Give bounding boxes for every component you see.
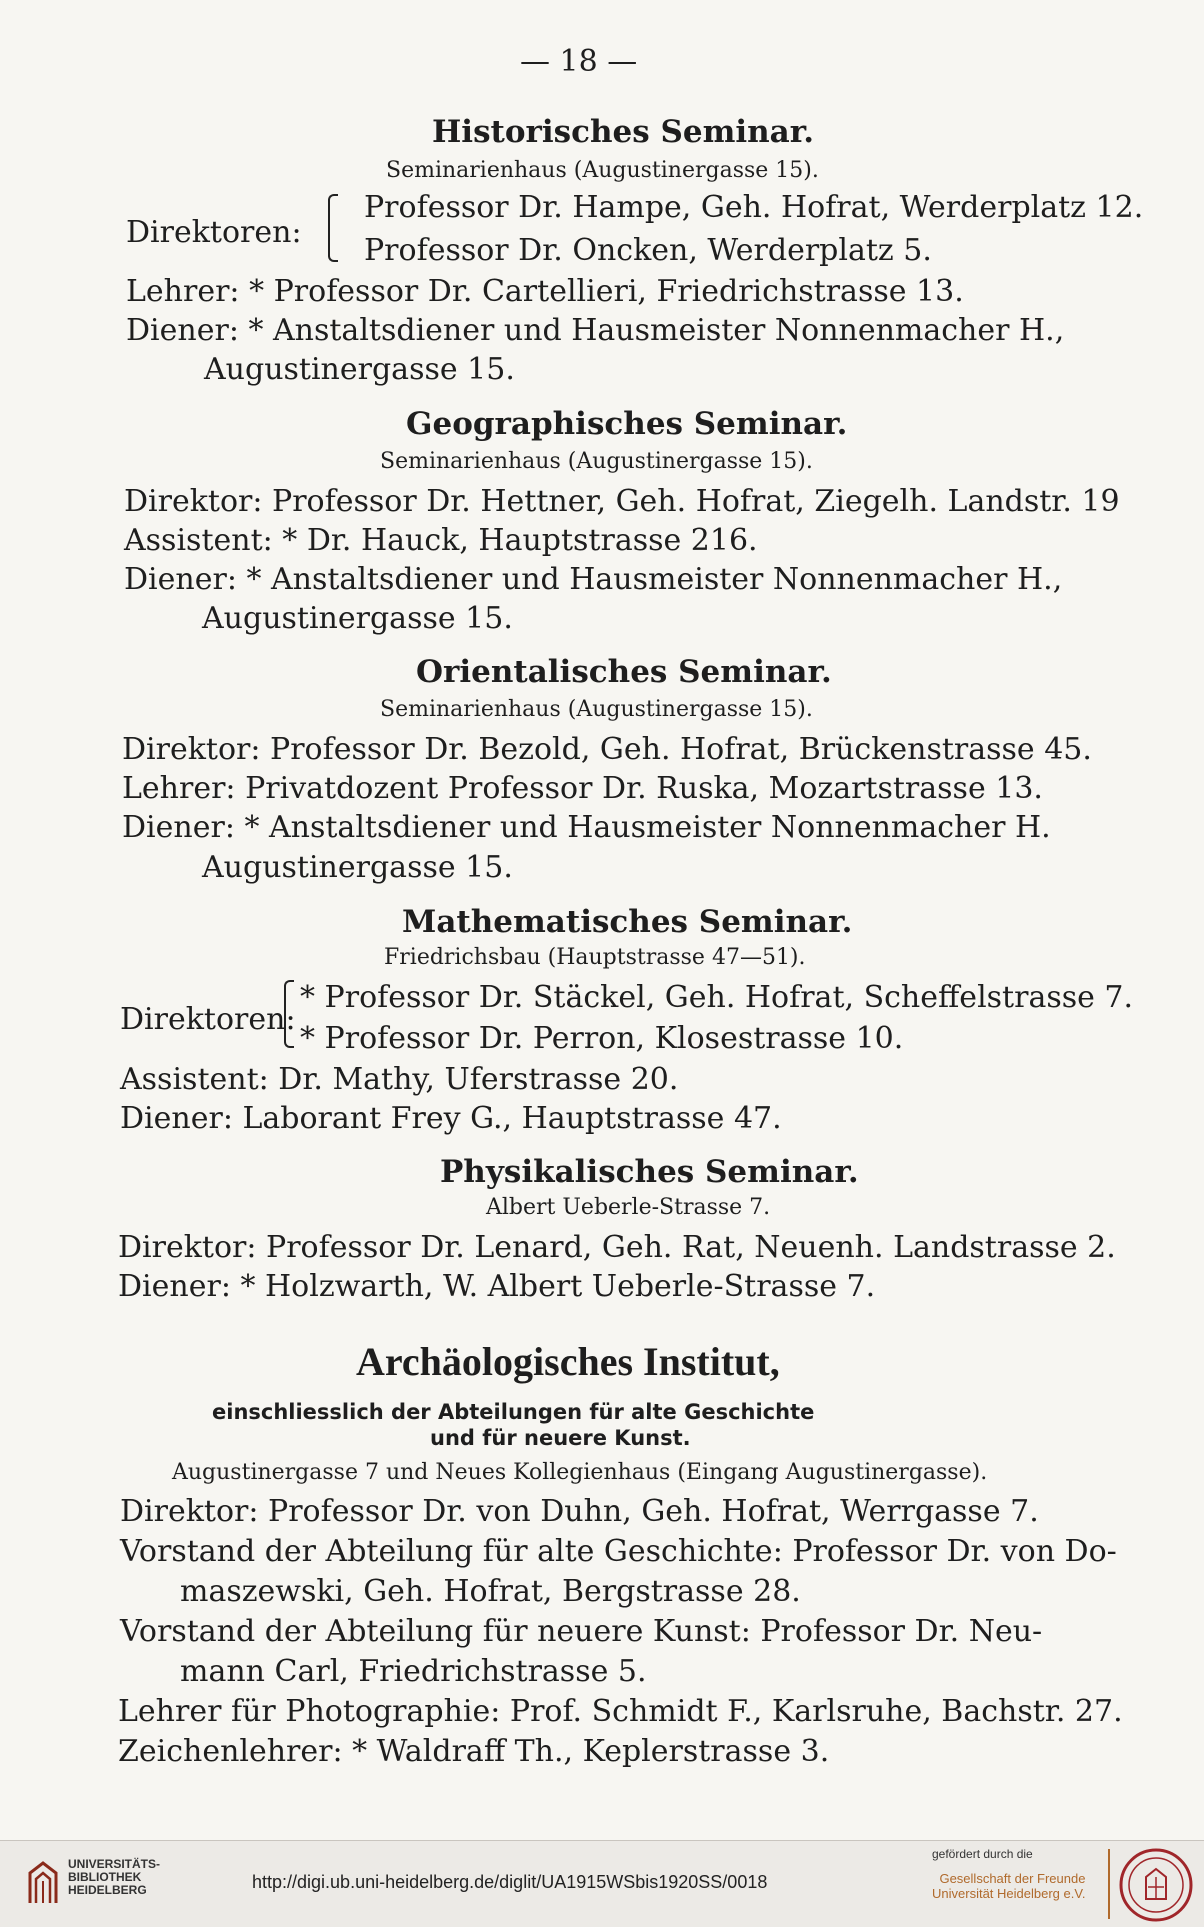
section-address: Seminarienhaus (Augustinergasse 15). [380, 697, 813, 722]
servant-entry-cont: Augustinergasse 15. [202, 850, 513, 885]
university-seal-icon [1118, 1847, 1194, 1923]
directors-brace [328, 194, 338, 262]
servant-entry: Diener: Laborant Frey G., Hauptstrasse 47. [120, 1101, 782, 1136]
director-entry: Direktor: Professor Dr. Bezold, Geh. Hofrat, Brückenstrasse 45. [122, 732, 1092, 767]
library-name-line: UNIVERSITÄTS- [68, 1857, 161, 1871]
section-address: Seminarienhaus (Augustinergasse 15). [386, 158, 819, 183]
servant-entry: Diener: * Anstaltsdiener und Hausmeister Nonnenmacher H., [126, 313, 1065, 348]
library-name-line: HEIDELBERG [68, 1883, 147, 1897]
director-entry: Direktor: Professor Dr. von Duhn, Geh. Hofrat, Werrgasse 7. [120, 1494, 1039, 1529]
section-subtitle: einschliesslich der Abteilungen für alte Geschichte [212, 1400, 815, 1424]
sponsor-society [932, 1871, 1085, 1901]
servant-entry: Diener: * Anstaltsdiener und Hausmeister Nonnenmacher H. [122, 810, 1051, 845]
section-title-archaeologisches: Archäologisches Institut, [356, 1339, 780, 1384]
library-logo-icon [26, 1861, 60, 1905]
teacher-entry: Lehrer: Privatdozent Professor Dr. Ruska, Mozartstrasse 13. [122, 771, 1043, 806]
section-subtitle: und für neuere Kunst. [430, 1426, 691, 1450]
servant-entry: Diener: * Holzwarth, W. Albert Ueberle-Strasse 7. [118, 1269, 876, 1304]
head-entry-cont: maszewski, Geh. Hofrat, Bergstrasse 28. [180, 1574, 801, 1609]
director-entry: * Professor Dr. Perron, Klosestrasse 10. [300, 1021, 904, 1056]
section-title-physikalisches: Physikalisches Seminar. [440, 1154, 859, 1190]
page-number: — 18 — [520, 44, 638, 79]
directors-brace [284, 980, 294, 1048]
assistant-entry: Assistent: Dr. Mathy, Uferstrasse 20. [120, 1062, 679, 1097]
head-entry: Vorstand der Abteilung für neuere Kunst: Professor Dr. Neu- [120, 1614, 1043, 1649]
teacher-entry: Lehrer: * Professor Dr. Cartellieri, Friedrichstrasse 13. [126, 274, 964, 309]
director-entry: Professor Dr. Oncken, Werderplatz 5. [364, 233, 932, 268]
directors-label: Direktoren: [120, 1002, 296, 1037]
servant-entry: Diener: * Anstaltsdiener und Hausmeister Nonnenmacher H., [124, 562, 1063, 597]
section-title-orientalisches: Orientalisches Seminar. [416, 654, 832, 690]
library-name-line: BIBLIOTHEK [68, 1870, 142, 1884]
permalink-url[interactable]: http://digi.ub.uni-heidelberg.de/diglit/UA1915WSbis1920SS/0018 [252, 1872, 768, 1892]
drawing-teacher-entry: Zeichenlehrer: * Waldraff Th., Keplerstrasse 3. [118, 1734, 830, 1769]
footer-divider [1108, 1849, 1110, 1919]
section-address: Friedrichsbau (Hauptstrasse 47—51). [384, 945, 806, 970]
director-entry: Direktor: Professor Dr. Lenard, Geh. Rat, Neuenh. Landstrasse 2. [118, 1230, 1116, 1265]
section-address: Albert Ueberle-Strasse 7. [486, 1195, 771, 1220]
sponsor-label: gefördert durch die [932, 1847, 1033, 1861]
head-entry-cont: mann Carl, Friedrichstrasse 5. [180, 1654, 647, 1689]
director-entry: * Professor Dr. Stäckel, Geh. Hofrat, Scheffelstrasse 7. [300, 980, 1134, 1015]
footer-bar [0, 1840, 1204, 1927]
assistant-entry: Assistent: * Dr. Hauck, Hauptstrasse 216. [124, 523, 758, 558]
section-address: Augustinergasse 7 und Neues Kollegienhaus (Eingang Augustinergasse). [172, 1460, 988, 1485]
servant-entry-cont: Augustinergasse 15. [204, 352, 515, 387]
head-entry: Vorstand der Abteilung für alte Geschichte: Professor Dr. von Do- [120, 1534, 1117, 1569]
photography-teacher-entry: Lehrer für Photographie: Prof. Schmidt F., Karlsruhe, Bachstr. 27. [118, 1694, 1123, 1729]
library-name [68, 1858, 160, 1897]
section-title-mathematisches: Mathematisches Seminar. [402, 904, 853, 940]
sponsor-society-line: Universität Heidelberg e.V. [932, 1886, 1086, 1901]
sponsor-society-line: Gesellschaft der Freunde [939, 1871, 1086, 1886]
servant-entry-cont: Augustinergasse 15. [202, 601, 513, 636]
section-title-geographisches: Geographisches Seminar. [406, 406, 848, 442]
director-entry: Professor Dr. Hampe, Geh. Hofrat, Werderplatz 12. [364, 190, 1144, 225]
directors-label: Direktoren: [126, 215, 302, 250]
section-address: Seminarienhaus (Augustinergasse 15). [380, 449, 813, 474]
section-title-historisches: Historisches Seminar. [432, 114, 815, 150]
director-entry: Direktor: Professor Dr. Hettner, Geh. Hofrat, Ziegelh. Landstr. 19 [124, 484, 1120, 519]
